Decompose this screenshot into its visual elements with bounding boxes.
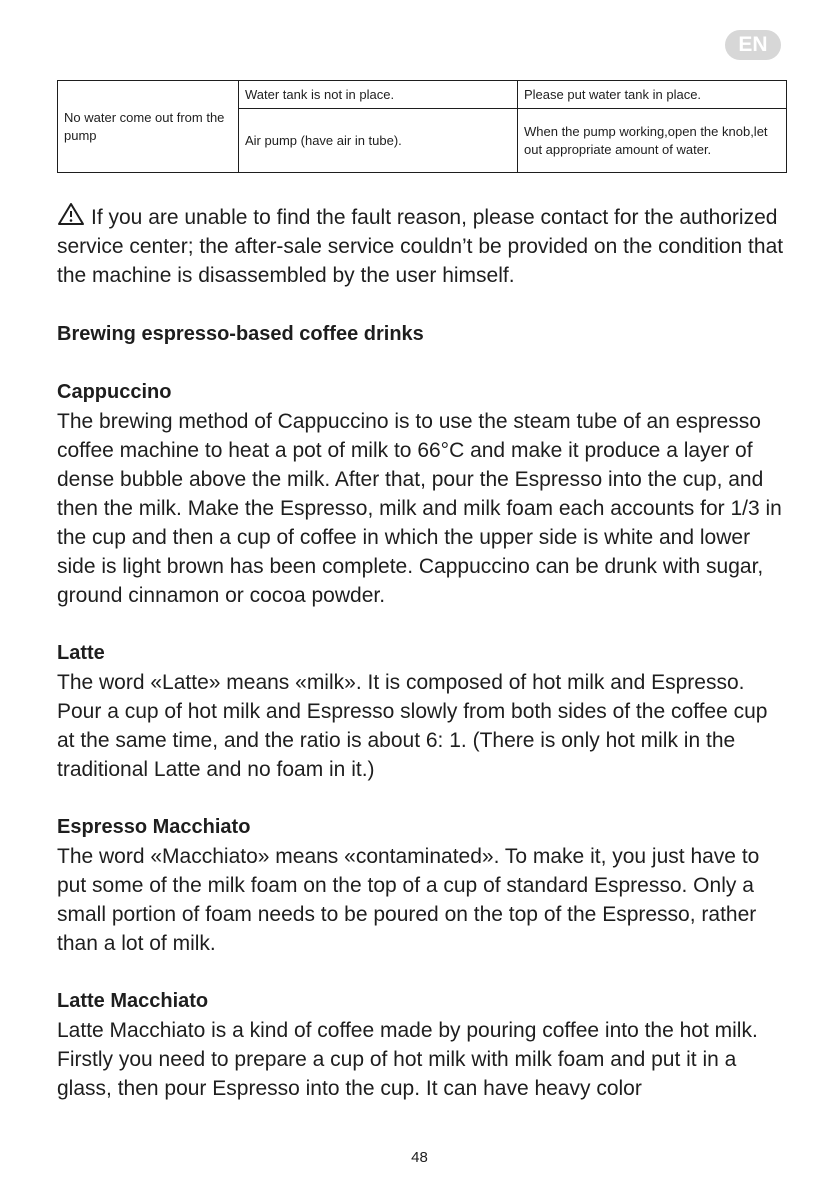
solution-cell: Please put water tank in place. [518, 81, 787, 109]
fault-table [57, 80, 787, 173]
drink-title: Cappuccino [57, 381, 172, 403]
section-title: Brewing espresso-based coffee drinks [57, 323, 424, 345]
problem-cell: No water come out from the pump [58, 81, 239, 173]
drink-title: Latte [57, 642, 105, 664]
drink-title: Espresso Macchiato [57, 816, 251, 838]
drink-description: Latte Macchiato is a kind of coffee made by pouring coffee into the hot milk. Firstly you need to prepare a cup of hot milk with milk foam and put it in a glass, then pour Espresso into the cup. It can have heavy color [57, 1019, 758, 1100]
cause-cell: Water tank is not in place. [239, 81, 518, 109]
solution-cell: When the pump working,open the knob,let out appropriate amount of water. [518, 109, 787, 173]
page-number: 48 [411, 1149, 428, 1166]
drink-description: The word «Latte» means «milk». It is composed of hot milk and Espresso. Pour a cup of hot milk and Espresso slowly from both sides of the coffee cup at the same time, and the ratio is about 6: 1. (There is only hot milk in the traditional Latte and no foam in it.) [57, 671, 768, 781]
warning-text: If you are unable to find the fault reason, please contact for the authorized service center; the after-sale service couldn’t be provided on the condition that the machine is disassembled by the user himself. [57, 206, 784, 287]
warning-triangle-icon [57, 202, 85, 226]
drink-description: The word «Macchiato» means «contaminated». To make it, you just have to put some of the milk foam on the top of a cup of standard Espresso. Only a small portion of foam needs to be poured on the top of the Espresso, rather than a lot of milk. [57, 845, 760, 955]
content [57, 202, 787, 1103]
cause-cell: Air pump (have air in tube). [239, 109, 518, 173]
table-row [58, 81, 787, 109]
warning-note [57, 202, 787, 290]
language-badge: EN [725, 30, 781, 60]
drink-title: Latte Macchiato [57, 990, 209, 1012]
drink-description: The brewing method of Cappuccino is to use the steam tube of an espresso coffee machine to heat a pot of milk to 66°C and make it produce a layer of dense bubble above the milk. After that, pour the Espresso into the cup, and then the milk. Make the Espresso, milk and milk foam each accounts for 1/3 in the cup and then a cup of coffee in which the upper side is white and lower side is light brown has been complete. Cappuccino can be drunk with sugar, ground cinnamon or cocoa powder. [57, 410, 782, 607]
